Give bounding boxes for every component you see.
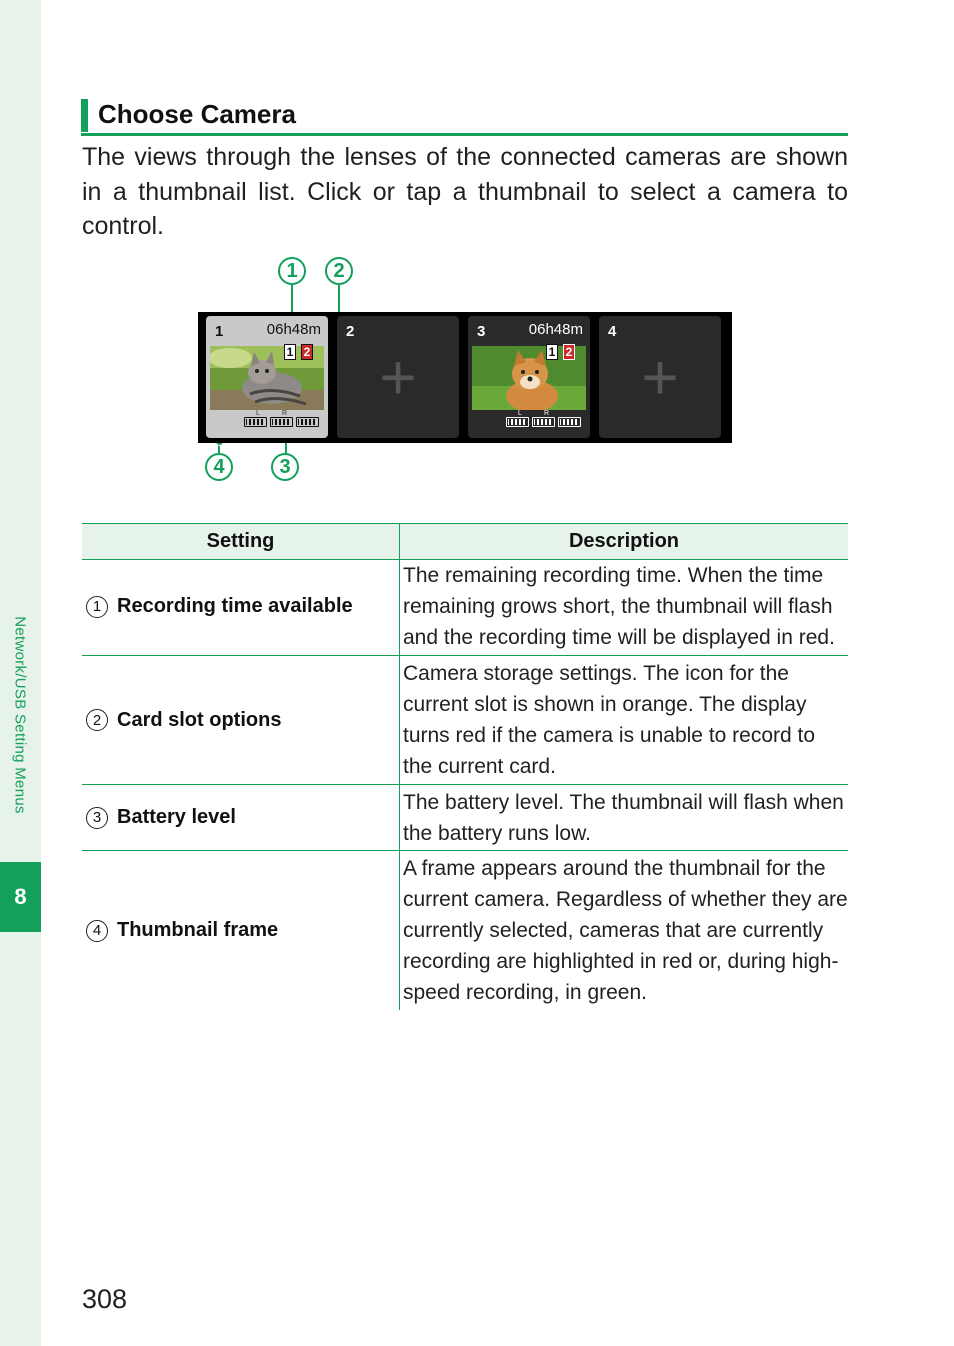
card-slot-1-icon: 1 bbox=[546, 344, 558, 360]
table-row bbox=[82, 558, 848, 656]
callout-2: 2 bbox=[325, 257, 353, 285]
callout-4: 4 bbox=[205, 453, 233, 481]
row-number: 1 bbox=[86, 596, 108, 618]
battery-right-label: R bbox=[282, 410, 288, 417]
table-header bbox=[82, 523, 848, 560]
battery-icon bbox=[244, 417, 267, 427]
thumbnail-number: 4 bbox=[608, 323, 617, 340]
table-row bbox=[82, 656, 848, 785]
card-slot-2-icon: 2 bbox=[563, 344, 575, 360]
thumbnail-number: 3 bbox=[477, 323, 486, 340]
setting-cell bbox=[86, 785, 236, 850]
recording-time: 06h48m bbox=[266, 321, 321, 338]
setting-name: Card slot options bbox=[117, 708, 282, 731]
heading-title: Choose Camera bbox=[98, 99, 296, 129]
camera-thumbnail-4[interactable] bbox=[599, 316, 721, 438]
thumbnail-number: 1 bbox=[215, 323, 224, 340]
thumbnail-number: 2 bbox=[346, 323, 355, 340]
add-camera-plus-icon: + bbox=[641, 341, 679, 413]
header-description: Description bbox=[568, 530, 680, 552]
heading-accent-bar bbox=[81, 99, 88, 132]
section-heading bbox=[81, 97, 848, 136]
setting-name: Thumbnail frame bbox=[117, 919, 279, 941]
battery-icon bbox=[506, 417, 529, 427]
setting-cell bbox=[86, 851, 278, 1010]
card-slot-1-icon: 1 bbox=[284, 344, 296, 360]
camera-thumbnail-1[interactable] bbox=[206, 316, 328, 438]
battery-icon bbox=[296, 417, 319, 427]
battery-icon bbox=[532, 417, 555, 427]
setting-name: Recording time available bbox=[117, 595, 353, 617]
table-row bbox=[82, 785, 848, 851]
battery-left-label: L bbox=[518, 410, 522, 417]
callout-1: 1 bbox=[278, 257, 306, 285]
battery-level bbox=[506, 417, 581, 427]
setting-name: Battery level bbox=[117, 806, 236, 828]
camera-thumbnail-2[interactable] bbox=[337, 316, 459, 438]
description-cell: The remaining recording time. When the time remaining grows short, the thumbnail will flash and the recording time will be displayed in red. bbox=[403, 564, 835, 649]
card-slot-2-icon: 2 bbox=[301, 344, 313, 360]
battery-left-label: L bbox=[256, 410, 260, 417]
setting-cell bbox=[86, 656, 281, 784]
row-number: 3 bbox=[86, 807, 108, 829]
callout-3: 3 bbox=[271, 453, 299, 481]
description-cell: Camera storage settings. The icon for the current slot is shown in orange. The display turns red if the camera is unable to record to the current card. bbox=[403, 662, 816, 778]
page-number: 308 bbox=[82, 1284, 128, 1314]
recording-time: 06h48m bbox=[528, 321, 583, 338]
chapter-tab[interactable]: 8 bbox=[0, 862, 41, 932]
row-number: 4 bbox=[86, 920, 108, 942]
battery-icon bbox=[270, 417, 293, 427]
add-camera-plus-icon: + bbox=[379, 341, 417, 413]
row-number: 2 bbox=[86, 709, 108, 731]
camera-thumbnail-strip bbox=[198, 312, 732, 443]
chapter-label: Network/USB Setting Menus bbox=[11, 616, 29, 814]
intro-paragraph: The views through the lenses of the connected cameras are shown in a thumbnail list. Click or tap a thumbnail to select a camera to control. bbox=[82, 143, 848, 240]
header-setting: Setting bbox=[206, 530, 275, 552]
description-cell: A frame appears around the thumbnail for the current camera. Regardless of whether they are currently selected, cameras that are currently recording are highlighted in red or, during high-speed recording, in green. bbox=[403, 857, 848, 1004]
battery-icon bbox=[558, 417, 581, 427]
battery-level bbox=[244, 417, 319, 427]
table-row bbox=[82, 851, 848, 1010]
description-cell: The battery level. The thumbnail will flash when the battery runs low. bbox=[403, 791, 844, 845]
battery-right-label: R bbox=[544, 410, 550, 417]
camera-thumbnail-3[interactable] bbox=[468, 316, 590, 438]
setting-cell bbox=[86, 558, 353, 655]
